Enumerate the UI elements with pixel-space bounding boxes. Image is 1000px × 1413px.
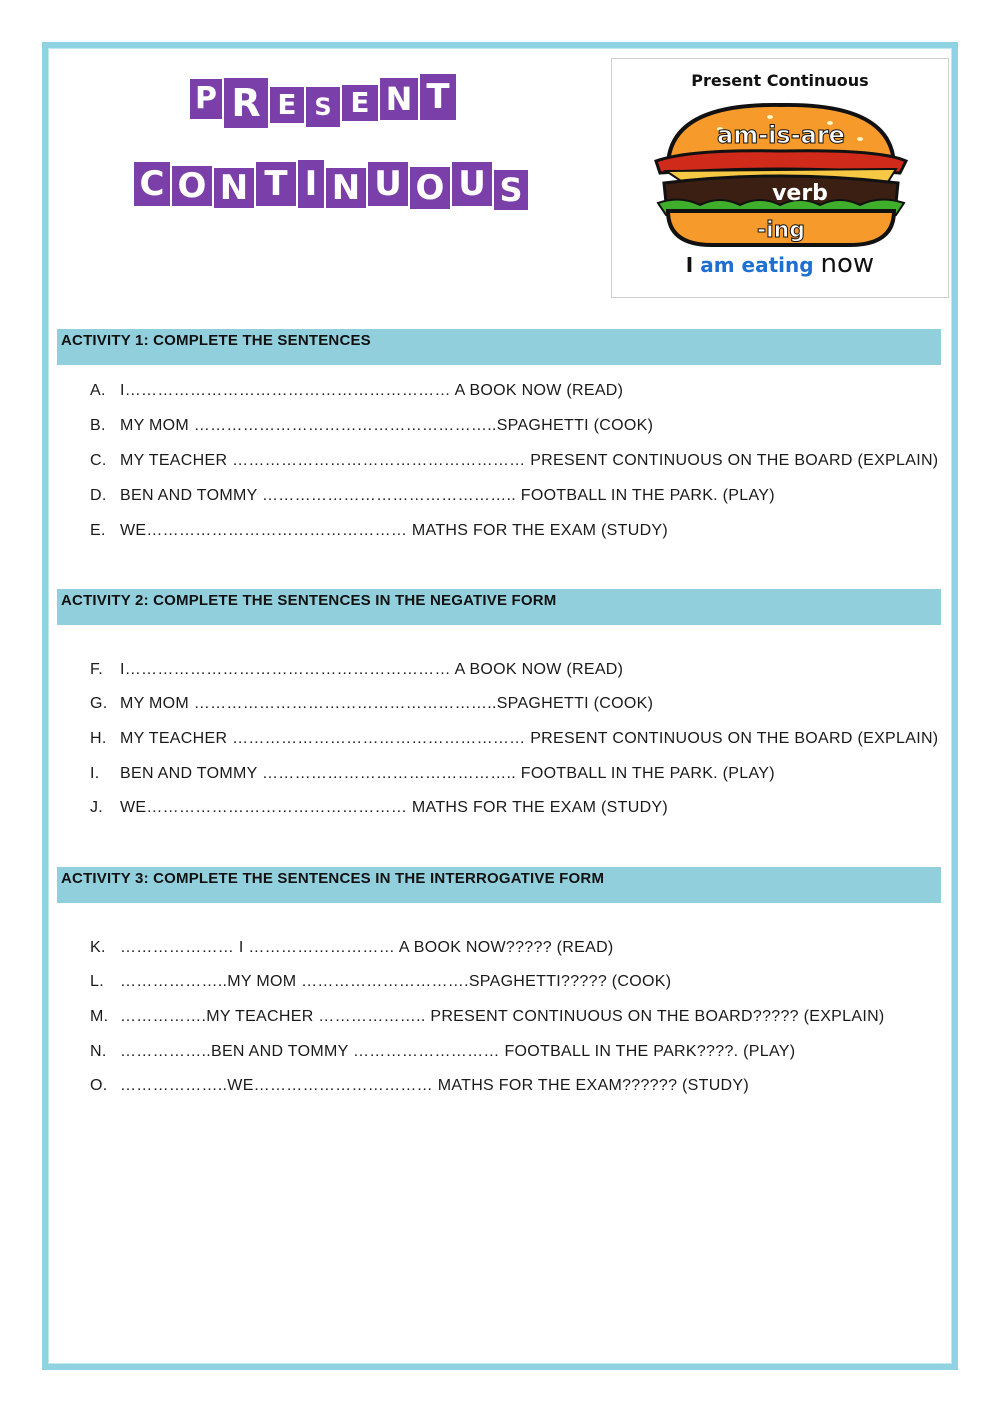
- item-text: ………………..MY MOM ………………………….SPAGHETTI????? (COOK): [120, 973, 672, 990]
- title-letter: U: [368, 162, 408, 206]
- title-word-continuous: [134, 160, 530, 208]
- title-letter: T: [256, 162, 296, 206]
- item-text: MY TEACHER ……………………………………………… PRESENT CONTINUOUS ON THE BOARD (EXPLAIN): [120, 730, 939, 747]
- list-item: [90, 973, 671, 991]
- item-letter: G.: [90, 695, 108, 712]
- item-letter: E.: [90, 522, 106, 539]
- item-letter: C.: [90, 452, 107, 469]
- caption-i: I: [685, 253, 694, 277]
- list-item: [90, 939, 614, 957]
- list-item: [90, 1008, 885, 1026]
- item-text: MY TEACHER ……………………………………………… PRESENT CONTINUOUS ON THE BOARD (EXPLAIN): [120, 452, 939, 469]
- item-letter: L.: [90, 973, 104, 990]
- list-item: [90, 452, 938, 470]
- list-item: [90, 1077, 749, 1095]
- burger-patty-label: verb: [772, 181, 828, 206]
- activity-1-header: ACTIVITY 1: COMPLETE THE SENTENCES: [57, 329, 941, 365]
- item-text: ……………..BEN AND TOMMY ……………………… FOOTBALL IN THE PARK????. (PLAY): [120, 1043, 796, 1060]
- title-letter: E: [342, 85, 378, 121]
- list-item: [90, 799, 668, 817]
- burger-caption: [612, 249, 948, 279]
- item-text: MY MOM ………………………………………………..SPAGHETTI (COOK): [120, 695, 654, 712]
- list-item: [90, 522, 668, 540]
- title-letter: P: [190, 79, 222, 119]
- item-letter: N.: [90, 1043, 107, 1060]
- burger-icon: [650, 99, 912, 249]
- list-item: [90, 417, 653, 435]
- title-letter: E: [270, 87, 304, 123]
- item-letter: D.: [90, 487, 107, 504]
- title-letter: U: [452, 162, 492, 206]
- title-letter: C: [134, 162, 170, 206]
- list-item: [90, 487, 775, 505]
- title-letter: T: [420, 74, 456, 120]
- burger-top-label: am-is-are: [717, 121, 845, 149]
- item-text: BEN AND TOMMY ……………………………………….. FOOTBALL IN THE PARK. (PLAY): [120, 765, 775, 782]
- item-letter: H.: [90, 730, 107, 747]
- item-letter: K.: [90, 939, 106, 956]
- item-letter: I.: [90, 765, 100, 782]
- item-letter: F.: [90, 661, 104, 678]
- item-letter: O.: [90, 1077, 108, 1094]
- caption-now: now: [820, 249, 875, 279]
- item-text: WE………………………………………… MATHS FOR THE EXAM (STUDY): [120, 799, 669, 816]
- list-item: [90, 1043, 795, 1061]
- burger-illustration: [611, 58, 949, 298]
- item-letter: B.: [90, 417, 106, 434]
- title-letter: N: [326, 168, 366, 208]
- item-text: …………….MY TEACHER ……………….. PRESENT CONTINUOUS ON THE BOARD????? (EXPLAIN): [120, 1008, 885, 1025]
- title-letter: O: [410, 167, 450, 209]
- title-letter: O: [172, 166, 212, 206]
- burger-bottom-label: -ing: [756, 218, 806, 243]
- title-letter: N: [380, 78, 418, 120]
- item-text: WE………………………………………… MATHS FOR THE EXAM (STUDY): [120, 522, 669, 539]
- title-letter: S: [494, 170, 528, 210]
- item-text: ………………… I ……………………… A BOOK NOW????? (READ): [120, 939, 614, 956]
- item-text: I…………………………………………………… A BOOK NOW (READ): [120, 382, 624, 399]
- item-letter: M.: [90, 1008, 109, 1025]
- item-text: BEN AND TOMMY ……………………………………….. FOOTBALL IN THE PARK. (PLAY): [120, 487, 775, 504]
- list-item: [90, 661, 623, 679]
- item-letter: J.: [90, 799, 104, 816]
- list-item: [90, 382, 623, 400]
- activity-2-header: ACTIVITY 2: COMPLETE THE SENTENCES IN THE NEGATIVE FORM: [57, 589, 941, 625]
- list-item: [90, 695, 653, 713]
- title-letter: N: [214, 168, 254, 208]
- activity-3-header: ACTIVITY 3: COMPLETE THE SENTENCES IN THE INTERROGATIVE FORM: [57, 867, 941, 903]
- caption-am-eating: am eating: [700, 253, 814, 277]
- item-text: I…………………………………………………… A BOOK NOW (READ): [120, 661, 624, 678]
- title-letter: I: [298, 160, 324, 208]
- item-text: MY MOM ………………………………………………..SPAGHETTI (COOK): [120, 417, 654, 434]
- item-text: ………………..WE…………………………… MATHS FOR THE EXAM?????? (STUDY): [120, 1077, 750, 1094]
- list-item: [90, 730, 938, 748]
- title-letter: S: [306, 87, 340, 127]
- title-word-present: [190, 74, 458, 124]
- burger-title: Present Continuous: [691, 71, 869, 90]
- title-letter: R: [224, 78, 268, 128]
- item-letter: A.: [90, 382, 106, 399]
- list-item: [90, 765, 775, 783]
